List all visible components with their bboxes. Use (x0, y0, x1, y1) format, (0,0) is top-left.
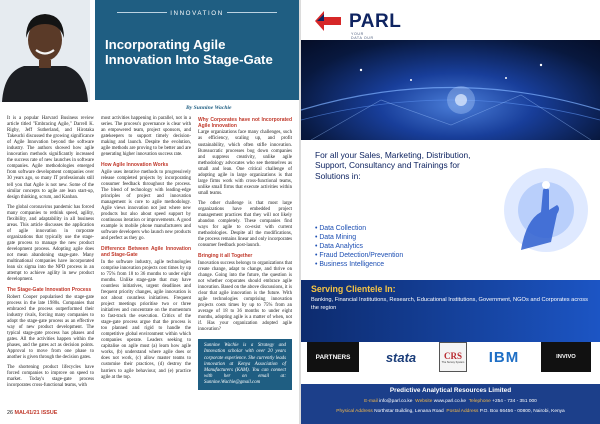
list-item: • Fraud Detection/Prevention (315, 251, 483, 260)
column-1 (7, 116, 94, 394)
list-item: • Business Intelligence (315, 260, 483, 269)
email-label: E-mail (364, 399, 378, 404)
list-item: • Data Collection (315, 224, 483, 233)
byline: By Sunnine Wachie (186, 105, 232, 111)
telephone-label: Telephone (468, 399, 491, 404)
company-name: Predictive Analytical Resources Limited (389, 387, 512, 394)
contact-line-2 (301, 409, 600, 414)
list-item: • Data Mining (315, 233, 483, 242)
ibm-logo: IBM (488, 348, 520, 366)
website-link[interactable]: www.parl.co.ke (433, 399, 467, 404)
paragraph: It is a popular Harvard Business review article titled "Embracing Agile," Darrell K. Rigby, Jeff Sutherland, and Hirotaka Takeuchi discussed the growing significance of Agile Innovation beyond the software industry. The authors showed how agile innovation methods significantly increased the success rate of new launches in software companies. Agile methodologies emerged from software development companies over 30 years ago, so many IT professionals still tell you that Agile is not new. Some of the similar concepts to agile are lean start-up, design thinking, scrum, and Kanban. (7, 116, 94, 200)
section-label: INNOVATION (170, 10, 224, 17)
column-3 (198, 116, 292, 390)
parl-logo-icon (311, 8, 345, 34)
serving-body: Banking, Financial Institutions, Research, Educational Institutions, Government, NGOs and Corporates across the region (311, 297, 588, 312)
article-header (95, 0, 299, 100)
subheading: The Stage-Gate Innovation Process (7, 287, 92, 294)
page-number: 26 (7, 410, 13, 416)
stata-logo: stata (385, 349, 417, 365)
physical-address: Northstar Building, Lenana Road (374, 409, 444, 414)
crs-letters: CRS (443, 350, 462, 361)
serving-title: Serving Clientele In: (311, 284, 396, 294)
invivo-logo: INVIVO (541, 342, 591, 372)
partners-label: PARTNERS (307, 342, 359, 372)
parl-logo (311, 8, 402, 40)
paragraph: The other challenge is that most large organizations have embedded project management practices that they will not likely abandon completely. These companies find ways for agile to co-exist with current methodologies. Despite all the modifications, the process remains linear and only incorporates consumer feedback post-launch. (198, 201, 292, 249)
paragraph: Robert Cooper popularised the stage-gate process in the late 1980s. Companies that embraced the process outperformed their industry rivals, forcing many companies to adopt the stage-gate process as an effective way of new product development. The typical stage-gate process has phases and gates. All the activities happen within the phases, and the gates act as decision points. Approval to move from one phase to another is given through the decision gates. (7, 294, 94, 361)
subheading: How Agile Innovation Works (101, 162, 169, 169)
crs-logo (439, 342, 467, 372)
column-2 (101, 116, 191, 385)
article-page (0, 0, 299, 424)
divider (227, 12, 277, 13)
subheading: Difference Between Agile Innovation and Stage-Gate (101, 246, 191, 259)
author-bio-box: Sunnine Wachie is a Strategy and Innovation scholar with over 20 years corporate experience. She currently leads innovation at Kenya Association of Manufacturers (KAM). You can connect with her on email at: Sunnine.Wachie@gmail.com (198, 339, 292, 390)
page-footer (7, 410, 57, 416)
subheading: Why Corporates have not Incorporated Agile Innovation (198, 117, 292, 130)
brand-name: PARL (349, 11, 402, 32)
paragraph: Innovation success belongs to organizations that create change, adapt to change, and thrive on change. Going into the future, the question is not whether corporates should embrace agile innovation. Based on the above discussions, it is clear that agile innovation is the future. With agile technologies comprising innovation projects costs times by up to 75% from an average of 18 to 36 months to under eight months, adopting agile is a matter of when, not if. Has your organization adopted agile innovation? (198, 260, 292, 333)
offer-text: For all your Sales, Marketing, Distribution, Support, Consultancy and Trainings for Solutions in: (315, 150, 471, 181)
physical-address-label: Physical Address (336, 409, 373, 414)
article-title: Incorporating Agile Innovation Into Stage-Gate (105, 37, 273, 67)
issue-label: MAL41/21 ISSUE (14, 410, 58, 416)
telephone-value[interactable]: +254 - 734 - 351 000 (492, 399, 537, 404)
website-label: Website (415, 399, 433, 404)
postal-address-label: Postal Address (446, 409, 479, 414)
brand-tagline: YOUR DATA OUR (351, 32, 374, 40)
paragraph: Agile uses iterative methods to progressively release completed projects by incorporating consumer feedback throughout the process. The blend of technology with leading-edge principles of project and innovation management is core to agile methodology. Agile views innovation not just where new products but also about speed support by continuous iteration or improvements. A good example is mobile phone manufacturers and software developers who launch new products and perfect as they go. (101, 169, 191, 242)
postal-address: P.O. Box 66456 - 00800, Nairobi, Kenya (479, 409, 565, 414)
advert-page (301, 0, 600, 424)
paragraph: Large organizations face many challenges, such as efficiency, scaling up, and profit sustainability, which often stifle innovation. Bureaucratic processes bog down companies and suppress creativity, unlike agile methodology advocates who see themselves as small and lean. One critical challenge of adopting agile in large organizations is that large firms work with cross-functional teams, unlike small firms that execute activities within small teams. (198, 130, 292, 196)
contact-line-1 (301, 399, 600, 404)
paragraph: The shortening product lifecycles have forced companies to improve on speed to market. Today's stage-gate process incorporates cross-functional teams, with (7, 365, 94, 389)
subheading: Bringing it all Together (198, 253, 253, 260)
list-item: • Data Analytics (315, 242, 483, 251)
email-value[interactable]: info@parl.co.ke (379, 399, 413, 404)
glowing-hand-illustration (491, 150, 591, 270)
author-photo (0, 0, 90, 102)
services-list (315, 224, 483, 269)
paragraph: most activities happening in parallel, not in a series. The process's governance is clear with an empowered team, project sponsors, and gatekeepers to support timely decision-making and launch. Despite the evolution, agile methods are proving to be better and are generating higher innovation success rate. (101, 116, 191, 158)
paragraph: The global coronavirus pandemic has forced many companies to rethink speed, agility, flexibility, and adaptability in all business areas. This article discusses the application of agile innovation in corporate organizations that typically use the stage-gate process to manage the new product development process. Adopting agile does not mean abandoning stage-gate. Many multinational companies have incorporated lean six sigma into the NPD process in an attempt to achieve agility in new product development. (7, 204, 94, 283)
paragraph: In the software industry, agile technologies comprise innovation projects cost times by up to 75% from 18 to 36 months to under eight months. Unlike stage-gate that may have countless initiatives, urgent deadlines and frequent priority changes, agile innovation is not about countless initiatives. Frequent project meetings prioritise two or three initiatives and concentrate on the momentum to fast-track the execution. Critics of the stage-gate process argue that the process is too planned and rigid to handle the competitive global environment within which companies operate. Leaders seeking to capitalise on agile must (a) learn how agile works, (b) understand where agile does or does not work, (c) allow master teams to customise their practices, (d) destroy the barriers to agile behaviour, and (e) practice agile at the top. (101, 259, 191, 380)
hero-image (301, 40, 600, 140)
crs-subtitle: The Survey System (441, 360, 465, 364)
